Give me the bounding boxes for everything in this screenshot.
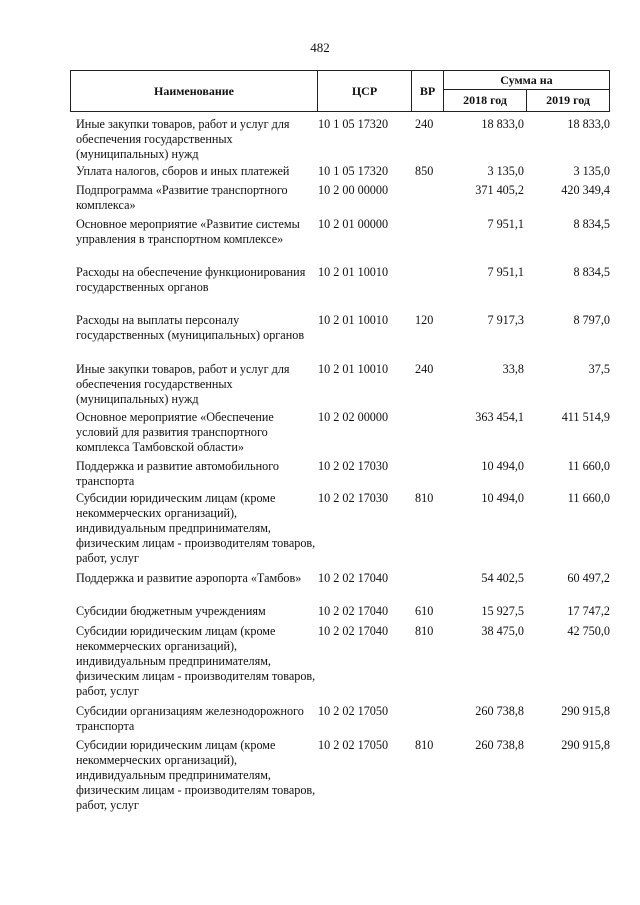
row-csr: 10 2 00 00000 — [318, 183, 389, 197]
row-vr: 120 — [415, 313, 434, 327]
row-vr: 810 — [415, 624, 434, 638]
row-sum-2018: 10 494,0 — [481, 491, 524, 505]
row-sum-2018: 10 494,0 — [481, 459, 524, 473]
row-sum-2018: 363 454,1 — [475, 410, 524, 424]
header-name: Наименование — [70, 70, 318, 112]
row-name: Субсидии юридическим лицам (кроме некоммерческих организаций), индивидуальным предпринимателям, физическим лицам - производителям товаров, работ, услуг — [76, 491, 316, 565]
row-sum-2018: 371 405,2 — [475, 183, 524, 197]
row-sum-2019: 8 797,0 — [573, 313, 610, 327]
row-csr: 10 2 01 10010 — [318, 362, 389, 376]
row-name: Расходы на выплаты персоналу государственных (муниципальных) органов — [76, 313, 305, 342]
row-name: Поддержка и развитие автомобильного транспорта — [76, 459, 279, 488]
row-sum-2018: 7 951,1 — [487, 217, 524, 231]
header-2019: 2019 год — [526, 89, 610, 112]
row-csr: 10 1 05 17320 — [318, 164, 389, 178]
row-sum-2019: 37,5 — [588, 362, 610, 376]
row-sum-2019: 60 497,2 — [567, 571, 610, 585]
row-sum-2018: 7 951,1 — [487, 265, 524, 279]
row-sum-2019: 42 750,0 — [567, 624, 610, 638]
row-name: Основное мероприятие «Развитие системы управления в транспортном комплексе» — [76, 217, 300, 246]
row-csr: 10 2 02 17040 — [318, 571, 389, 585]
row-csr: 10 2 02 17040 — [318, 604, 389, 618]
row-vr: 810 — [415, 491, 434, 505]
row-name: Субсидии юридическим лицам (кроме некоммерческих организаций), индивидуальным предпринимателям, физическим лицам - производителям товаров, работ, услуг — [76, 738, 316, 812]
page-number: 482 — [310, 40, 330, 55]
row-sum-2018: 18 833,0 — [481, 117, 524, 131]
row-sum-2019: 290 915,8 — [561, 738, 610, 752]
row-name: Иные закупки товаров, работ и услуг для обеспечения государственных (муниципальных) нужд — [76, 362, 290, 406]
row-csr: 10 2 01 10010 — [318, 313, 389, 327]
row-vr: 610 — [415, 604, 434, 618]
row-sum-2019: 17 747,2 — [567, 604, 610, 618]
row-vr: 850 — [415, 164, 434, 178]
row-name: Подпрограмма «Развитие транспортного комплекса» — [76, 183, 288, 212]
row-name: Субсидии бюджетным учреждениям — [76, 604, 266, 618]
row-vr: 240 — [415, 117, 434, 131]
row-sum-2019: 8 834,5 — [573, 265, 610, 279]
header-vr: ВР — [411, 70, 444, 112]
row-sum-2019: 3 135,0 — [573, 164, 610, 178]
header-sum: Сумма на — [443, 70, 610, 90]
row-csr: 10 2 02 00000 — [318, 410, 389, 424]
row-name: Субсидии организациям железнодорожного транспорта — [76, 704, 304, 733]
row-csr: 10 2 01 10010 — [318, 265, 389, 279]
row-name: Иные закупки товаров, работ и услуг для обеспечения государственных (муниципальных) нужд — [76, 117, 290, 161]
row-name: Субсидии юридическим лицам (кроме некоммерческих организаций), индивидуальным предпринимателям, физическим лицам - производителям товаров, работ, услуг — [76, 624, 316, 698]
row-sum-2018: 15 927,5 — [481, 604, 524, 618]
row-sum-2018: 3 135,0 — [487, 164, 524, 178]
row-sum-2019: 11 660,0 — [567, 459, 610, 473]
row-csr: 10 2 01 00000 — [318, 217, 389, 231]
row-name: Основное мероприятие «Обеспечение условий для развития транспортного комплекса Тамбовской области» — [76, 410, 274, 454]
row-sum-2019: 18 833,0 — [567, 117, 610, 131]
row-csr: 10 2 02 17050 — [318, 738, 389, 752]
row-sum-2018: 260 738,8 — [475, 738, 524, 752]
row-sum-2018: 54 402,5 — [481, 571, 524, 585]
row-sum-2019: 290 915,8 — [561, 704, 610, 718]
row-csr: 10 2 02 17050 — [318, 704, 389, 718]
row-csr: 10 2 02 17030 — [318, 459, 389, 473]
row-csr: 10 1 05 17320 — [318, 117, 389, 131]
row-sum-2019: 411 514,9 — [561, 410, 610, 424]
row-csr: 10 2 02 17030 — [318, 491, 389, 505]
row-name: Расходы на обеспечение функционирования государственных органов — [76, 265, 306, 294]
row-sum-2019: 11 660,0 — [567, 491, 610, 505]
header-2018: 2018 год — [443, 89, 527, 112]
row-vr: 240 — [415, 362, 434, 376]
header-csr: ЦСР — [317, 70, 412, 112]
row-sum-2018: 7 917,3 — [487, 313, 524, 327]
row-csr: 10 2 02 17040 — [318, 624, 389, 638]
row-sum-2018: 38 475,0 — [481, 624, 524, 638]
row-sum-2018: 33,8 — [502, 362, 524, 376]
row-sum-2019: 8 834,5 — [573, 217, 610, 231]
row-sum-2019: 420 349,4 — [561, 183, 610, 197]
row-name: Поддержка и развитие аэропорта «Тамбов» — [76, 571, 302, 585]
row-sum-2018: 260 738,8 — [475, 704, 524, 718]
row-name: Уплата налогов, сборов и иных платежей — [76, 164, 290, 178]
row-vr: 810 — [415, 738, 434, 752]
